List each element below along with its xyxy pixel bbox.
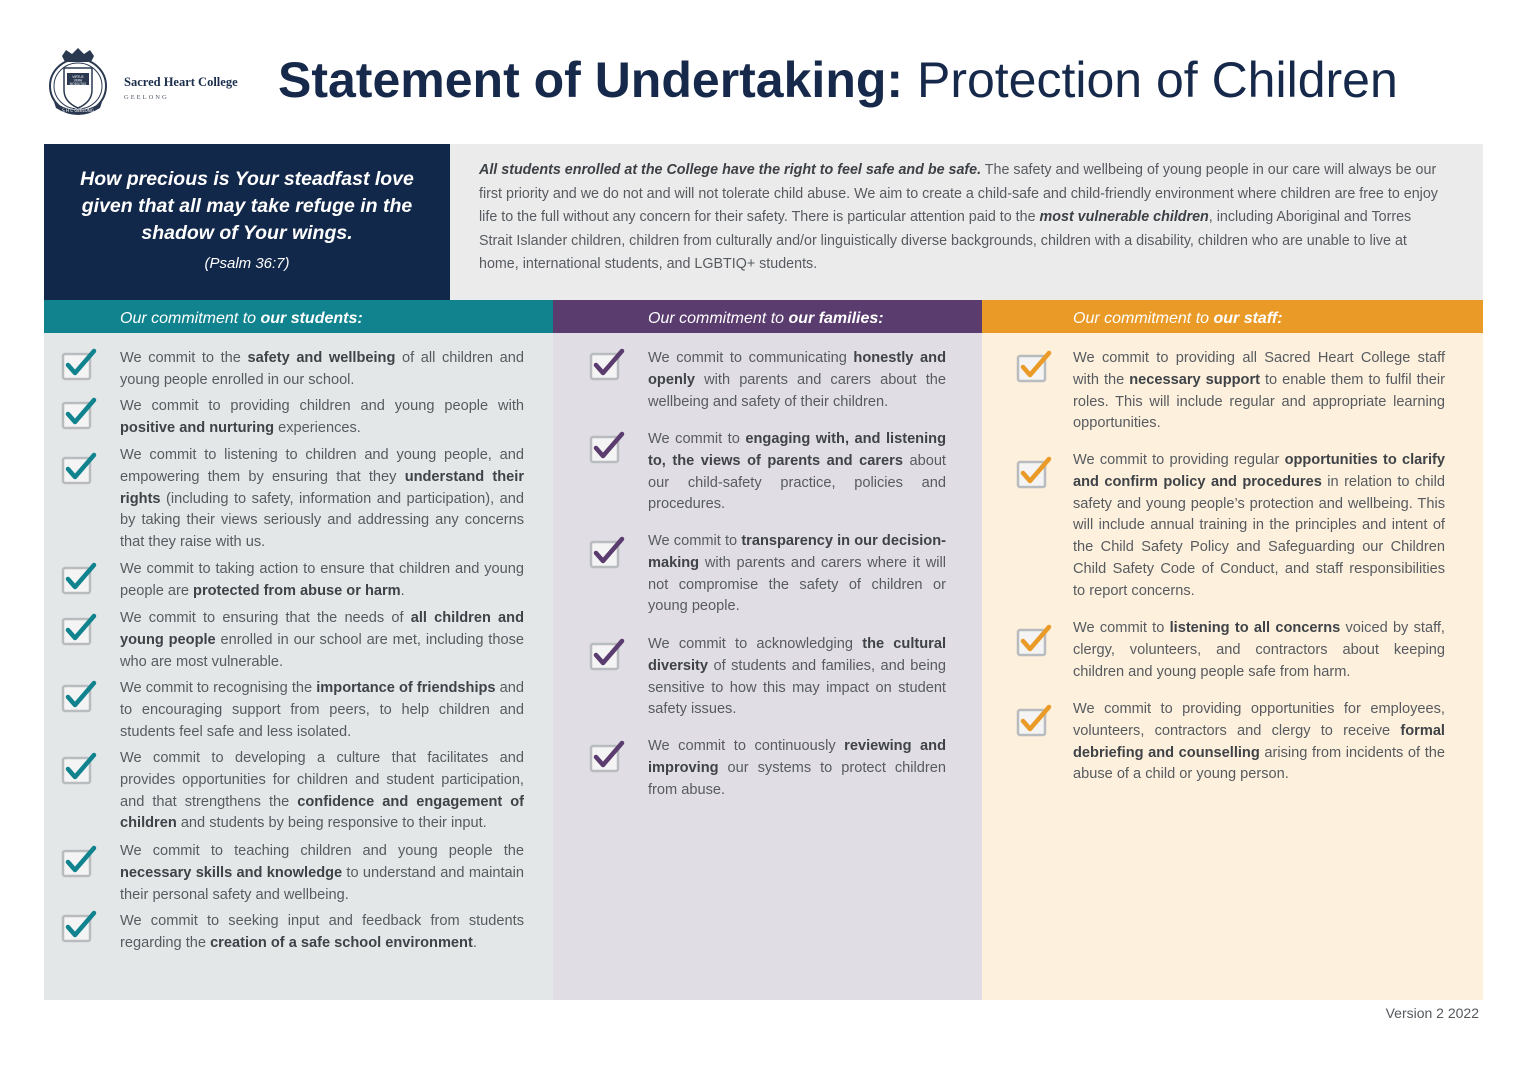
commitment-item: [648, 531, 946, 618]
intro-bold-vulnerable: most vulnerable children: [1039, 209, 1209, 225]
commitment-item: [648, 348, 946, 413]
staff-heading: [982, 300, 1483, 333]
students-column: [44, 300, 553, 1000]
commitment-emphasis: engaging with, and listening to, the views of parents and carers: [648, 431, 946, 469]
crest-motto: VIRTUS: [72, 75, 84, 79]
commitment-emphasis: necessary support: [1129, 371, 1260, 388]
commitment-text: and students by being responsive to their input.: [176, 815, 487, 832]
commitment-text: of all children and young people enrolled in our school.: [120, 350, 524, 388]
verse-text: How precious is Your steadfast love given that all may take refuge in the shadow of Your wings.: [80, 168, 414, 244]
checkbox-ticked-icon: [60, 348, 100, 382]
commitment-text: (including to safety, information and participation), and by taking their views seriously and addressing any concerns that they raise with us.: [120, 490, 524, 551]
checkbox-ticked-icon: [60, 562, 100, 596]
commitment-text: enrolled in our school are met, including those who are most vulnerable.: [120, 631, 525, 670]
intro-box: [450, 144, 1483, 300]
families-column: [553, 300, 982, 1000]
svg-text:NOBILITAS: NOBILITAS: [69, 82, 87, 86]
checkbox-ticked-icon: [60, 397, 100, 431]
commitment-text: with parents and carers where it will not compromise the safety of children or young people.: [648, 554, 946, 615]
heading-prefix: Our commitment to: [648, 310, 789, 327]
commitment-text: We commit to providing children and young people with: [120, 398, 524, 414]
commitment-item: [120, 841, 524, 906]
commitment-text: experiences.: [274, 419, 361, 436]
students-heading: [44, 300, 553, 333]
commitment-text: We commit to seeking input and feedback from students regarding the: [120, 913, 524, 951]
commitment-emphasis: necessary skills and knowledge: [120, 864, 343, 881]
checkbox-ticked-icon: [1015, 456, 1055, 490]
title-bold: Statement of Undertaking:: [278, 52, 904, 108]
checkbox-ticked-icon: [60, 910, 100, 944]
checkbox-ticked-icon: [1015, 624, 1055, 658]
checkbox-ticked-icon: [588, 740, 628, 774]
checkbox-ticked-icon: [60, 680, 100, 714]
commitment-item: [120, 608, 524, 673]
commitment-item: [648, 634, 946, 721]
svg-text:VERA: VERA: [73, 78, 83, 83]
commitment-emphasis: opportunities to clarify and confirm policy and procedures: [1073, 452, 1445, 490]
commitment-emphasis: safety and wellbeing: [247, 350, 396, 366]
commitment-item: [1073, 618, 1445, 683]
checkbox-ticked-icon: [588, 638, 628, 672]
commitment-text: We commit to recognising the: [120, 680, 317, 696]
commitment-text: We commit to providing all Sacred Heart College staff with the: [1073, 350, 1445, 388]
commitment-item: [1073, 348, 1445, 435]
families-heading: [553, 300, 982, 333]
commitment-item: [120, 559, 524, 603]
commitment-text: We commit to communicating: [648, 350, 854, 366]
commitment-item: [120, 348, 524, 392]
college-location: GEELONG: [124, 94, 169, 101]
commitment-text: about our child-safety practice, policies and procedures.: [648, 452, 946, 513]
checkbox-ticked-icon: [588, 536, 628, 570]
commitment-text: We commit to: [648, 431, 746, 447]
commitment-item: [120, 396, 524, 440]
checkbox-ticked-icon: [1015, 704, 1055, 738]
commitment-text: We commit to acknowledging: [648, 636, 863, 652]
commitment-emphasis: all children and young people: [120, 610, 524, 648]
commitment-item: [120, 911, 524, 955]
verse-reference: (Psalm 36:7): [204, 255, 290, 272]
checkbox-ticked-icon: [60, 845, 100, 879]
commitment-text: We commit to developing a culture that facilitates and provides opportunities for children and student participation, and that strengthens the: [120, 750, 524, 810]
checkbox-ticked-icon: [60, 752, 100, 786]
commitment-item: [1073, 699, 1445, 786]
college-logo: [44, 46, 244, 116]
commitment-text: our systems to protect children from abuse.: [648, 759, 946, 798]
commitment-item: [120, 678, 524, 743]
staff-column: [982, 300, 1483, 1000]
heading-prefix: Our commitment to: [1073, 310, 1214, 327]
commitment-text: arising from incidents of the abuse of a child or young person.: [1073, 744, 1445, 783]
checkbox-ticked-icon: [60, 613, 100, 647]
commitment-text: We commit to the: [120, 350, 248, 366]
commitment-text: We commit to: [1073, 620, 1170, 636]
college-crest-icon: [44, 46, 112, 116]
heading-bold: our students:: [260, 310, 363, 327]
version-label: Version 2 2022: [1385, 1005, 1479, 1021]
checkbox-ticked-icon: [1015, 350, 1055, 384]
commitment-text: voiced by staff, clergy, volunteers, and contractors about keeping children and young people safe from harm.: [1073, 620, 1445, 680]
commitment-text: .: [472, 934, 477, 951]
commitment-text: to understand and maintain their personal safety and wellbeing.: [120, 864, 524, 903]
commitment-emphasis: creation of a safe school environment: [210, 934, 473, 951]
commitment-emphasis: confidence and engagement of children: [120, 793, 524, 832]
commitment-text: of students and families, and being sensitive to how this may impact on student safety issues.: [648, 657, 946, 718]
commitment-emphasis: honestly and openly: [648, 350, 946, 388]
commitment-text: We commit to taking action to ensure that children and young people are: [120, 561, 524, 599]
commitment-emphasis: positive and nurturing: [120, 419, 275, 436]
checkbox-ticked-icon: [60, 452, 100, 486]
title-regular: Protection of Children: [916, 52, 1398, 108]
intro-bold: All students enrolled at the College have the right to feel safe and be safe.: [479, 162, 982, 178]
commitment-item: [120, 748, 524, 835]
commitment-item: [120, 445, 524, 554]
commitment-emphasis: formal debriefing and counselling: [1073, 722, 1445, 761]
commitment-text: We commit to providing regular: [1073, 452, 1285, 468]
commitment-text: We commit to ensuring that the needs of: [120, 610, 411, 626]
commitment-emphasis: protected from abuse or harm: [193, 582, 401, 599]
commitment-emphasis: listening to all concerns: [1169, 620, 1341, 636]
commitment-emphasis: the cultural diversity: [648, 636, 947, 674]
commitment-text: We commit to teaching children and young people the: [120, 843, 524, 859]
intro-text: [479, 159, 1447, 277]
scripture-verse-box: [44, 144, 450, 300]
commitment-emphasis: reviewing and improving: [648, 738, 946, 776]
commitment-item: [648, 429, 946, 516]
commitment-text: We commit to: [648, 533, 742, 549]
commitment-item: [1073, 450, 1445, 603]
commitment-text: We commit to continuously: [648, 738, 845, 754]
commitment-emphasis: transparency in our decision-making: [648, 533, 946, 571]
commitment-emphasis: understand their rights: [120, 468, 525, 507]
checkbox-ticked-icon: [588, 431, 628, 465]
commitment-text: We commit to listening to children and young people, and empowering them by ensuring that they: [120, 447, 524, 485]
heading-bold: our staff:: [1213, 310, 1283, 327]
commitment-emphasis: importance of friendships: [316, 680, 496, 696]
heading-bold: our families:: [788, 310, 884, 327]
commitment-text: with parents and carers about the wellbeing and safety of their children.: [648, 371, 946, 410]
commitment-text: .: [400, 582, 405, 599]
commitment-text: in relation to child safety and young people’s protection and wellbeing. This will include annual training in the principles and intent of the Child Safety Policy and Safeguarding our Children Child Safety Code of Conduct, and staff responsibilities to report concerns.: [1073, 473, 1445, 599]
commitment-text: to enable them to fulfil their roles. This will include regular and appropriate learning opportunities.: [1073, 371, 1445, 432]
intro-text-part: The safety and wellbeing of young people in our care will always be our first priority and we do not and will not tolerate child abuse. We aim to create a child-safe and child-friendly environment where children are free to enjoy life to the full without any concern for their safety. There is particular attention paid to the: [479, 162, 1438, 225]
college-name: Sacred Heart College: [124, 75, 238, 89]
commitment-text: and to encouraging support from peers, to help children and students feel safe and less isolated.: [120, 680, 524, 740]
page-title: [278, 48, 1398, 112]
crest-text: S H C GEELONG: [62, 108, 94, 113]
heading-prefix: Our commitment to: [120, 310, 261, 327]
checkbox-ticked-icon: [588, 348, 628, 382]
commitment-item: [648, 736, 946, 801]
commitment-text: We commit to providing opportunities for employees, volunteers, contractors and clergy to receive: [1073, 701, 1445, 739]
intro-text-part: , including Aboriginal and Torres Strait Islander children, children from culturally and/or linguistically diverse backgrounds, children with a disability, children who are unable to live at home, international students, and LGBTIQ+ students.: [479, 209, 1412, 272]
